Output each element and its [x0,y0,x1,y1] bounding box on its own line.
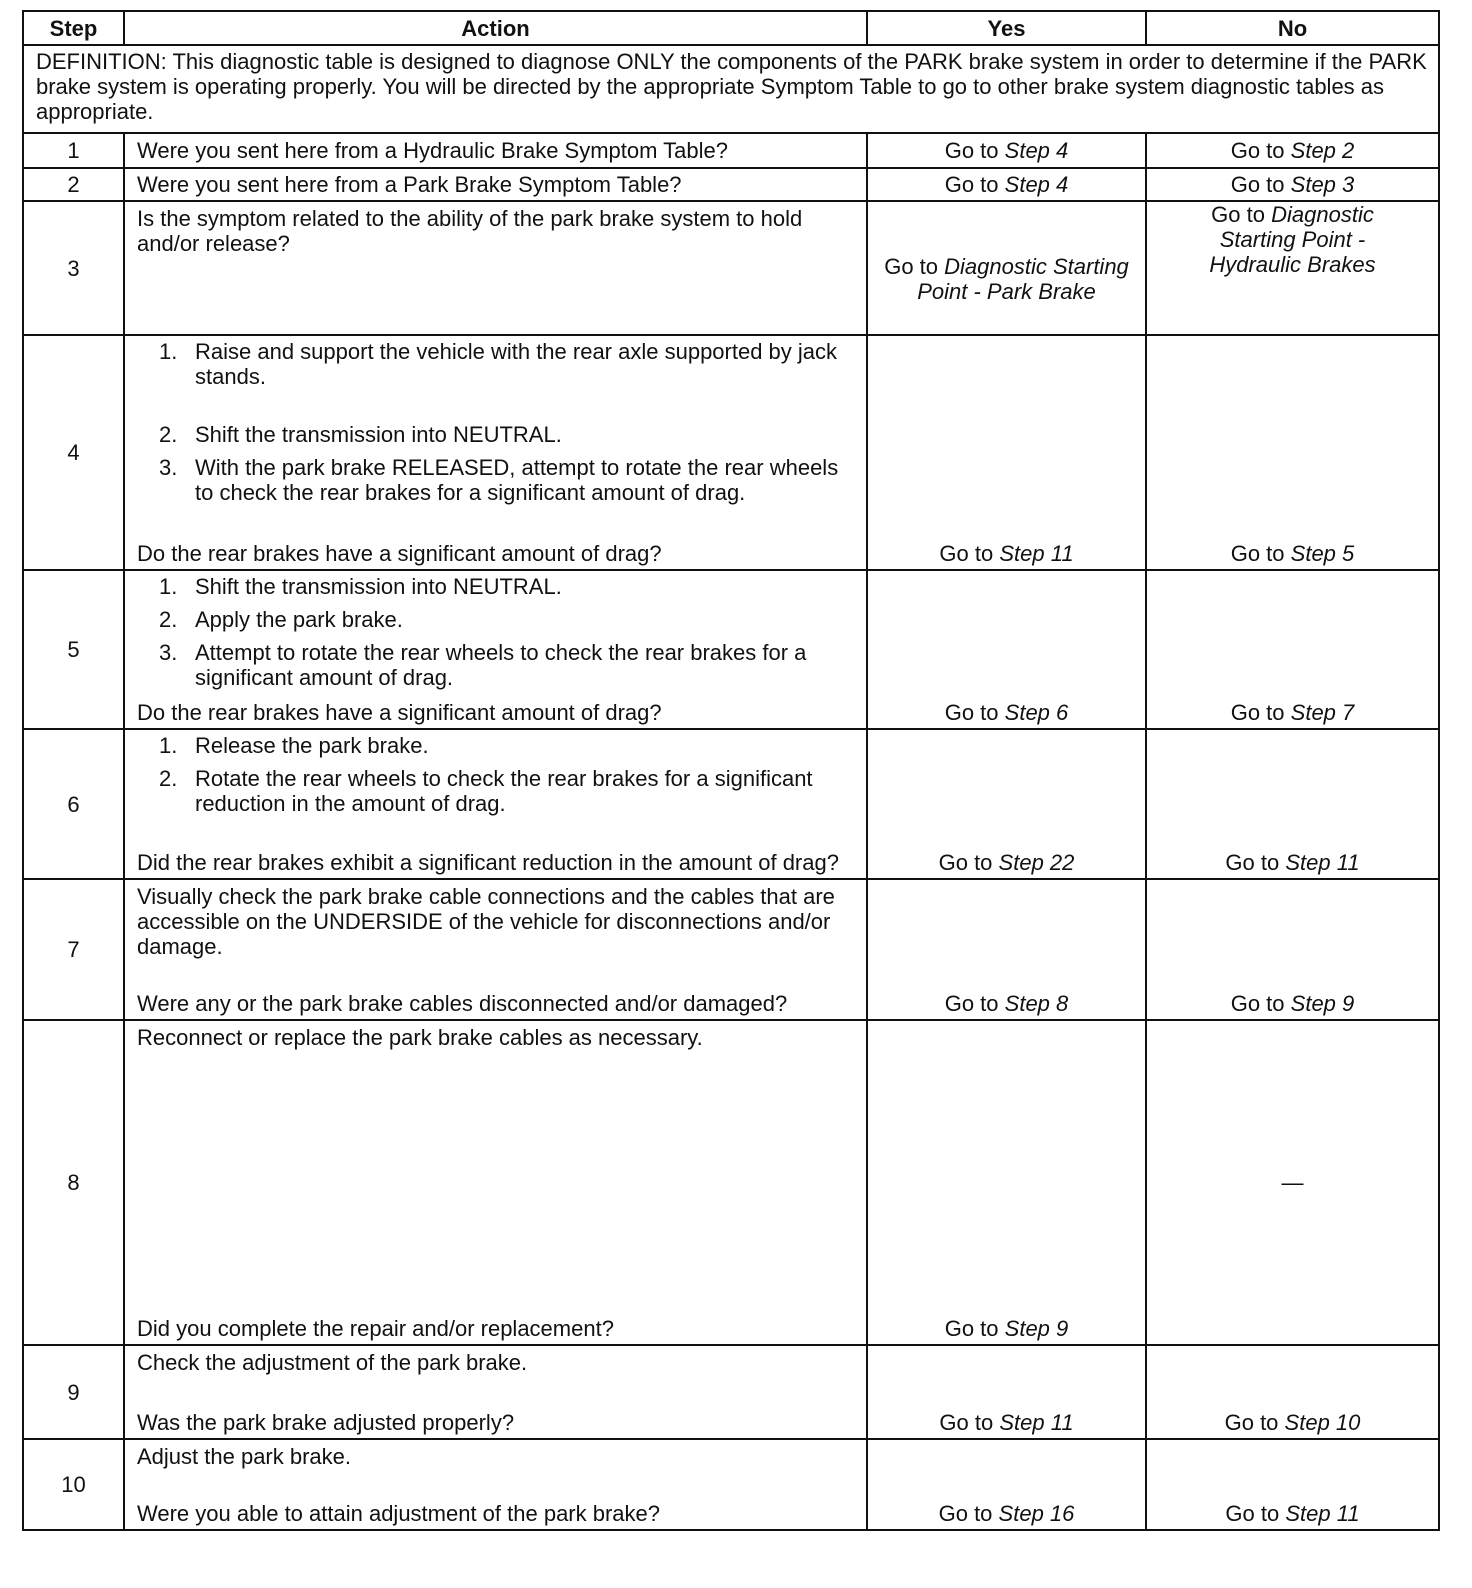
list-item: 2. Shift the transmission into NEUTRAL. [159,422,562,447]
go-to-label: Go to [1230,138,1285,163]
step-number: 10 [23,1439,124,1530]
list-item: 1. Shift the transmission into NEUTRAL. [159,574,562,599]
no-target: Step 11 [1285,1501,1360,1526]
instruction-text: Raise and support the vehicle with the rear axle supported by jack stands. [195,339,838,389]
yes-target: Step 11 [999,541,1074,566]
table-row [23,879,1439,1020]
list-item: 3. With the park brake RELEASED, attempt to rotate the rear wheels to check the rear brakes for a significant amount of drag. [159,455,839,505]
action-cell [124,879,867,1020]
step-number: 9 [23,1345,124,1439]
yes-target: Step 6 [1004,700,1069,725]
action-cell [124,201,867,335]
go-to-label: Go to [944,172,999,197]
no-cell [1146,570,1439,729]
step-number: 5 [23,570,124,729]
instruction-text: Rotate the rear wheels to check the rear brakes for a significant reduction in the amount of drag. [195,766,813,816]
no-target: Step 2 [1290,138,1355,163]
table-row [23,729,1439,879]
question-text: Did the rear brakes exhibit a significant reduction in the amount of drag? [137,850,839,875]
question-text: Were any or the park brake cables disconnected and/or damaged? [137,991,788,1016]
list-item: 1. Raise and support the vehicle with the rear axle supported by jack stands. [159,339,838,389]
no-cell [1146,1020,1439,1345]
step-number: 2 [23,168,124,201]
question-text: Did you complete the repair and/or replacement? [137,1316,614,1341]
no-target: — [1281,1170,1304,1195]
yes-cell [867,879,1146,1020]
instruction-text: Release the park brake. [195,733,429,758]
yes-cell [867,168,1146,201]
action-cell [124,1345,867,1439]
header-step: Step [23,11,124,45]
go-to-label: Go to [939,1410,994,1435]
go-to-label: Go to [1225,1501,1280,1526]
yes-cell [867,201,1146,335]
header-row [23,11,1439,45]
no-target: Step 7 [1290,700,1355,725]
instruction-text: With the park brake RELEASED, attempt to rotate the rear wheels to check the rear brakes for a significant amount of drag. [195,455,839,505]
go-to-label: Go to [939,541,994,566]
no-target: Step 3 [1290,172,1355,197]
table-row [23,335,1439,570]
go-to-label: Go to [1230,172,1285,197]
table-row [23,1020,1439,1345]
list-item: 3. Attempt to rotate the rear wheels to check the rear brakes for a significant amount of drag. [159,640,807,690]
table-row [23,133,1439,168]
action-cell [124,335,867,570]
action-cell [124,1439,867,1530]
table-row [23,570,1439,729]
question-text: Were you sent here from a Park Brake Symptom Table? [137,171,682,197]
go-to-label: Go to [884,254,939,279]
no-target: Step 10 [1284,1410,1361,1435]
no-cell [1146,335,1439,570]
yes-cell [867,1020,1146,1345]
step-number: 4 [23,335,124,570]
instruction-text: Shift the transmission into NEUTRAL. [195,422,562,447]
go-to-label: Go to [1230,991,1285,1016]
instruction-text: Adjust the park brake. [137,1444,352,1469]
instruction-text: Visually check the park brake cable connections and the cables that are accessible on the UNDERSIDE of the vehicle for disconnections and/or damage. [137,884,835,959]
go-to-label: Go to [944,1316,999,1341]
question-text: Do the rear brakes have a significant amount of drag? [137,541,662,566]
yes-target: Step 4 [1004,172,1069,197]
instruction-text: Apply the park brake. [195,607,403,632]
table-row [23,1439,1439,1530]
instruction-list [137,574,858,690]
go-to-label: Go to [1211,202,1265,227]
list-item: 2. Rotate the rear wheels to check the rear brakes for a significant reduction in the amount of drag. [159,766,813,816]
no-cell [1146,133,1439,168]
yes-target: Step 4 [1004,138,1069,163]
go-to-label: Go to [938,850,993,875]
no-target: Step 9 [1290,991,1355,1016]
yes-cell [867,1345,1146,1439]
yes-target: Diagnostic Starting Point - Park Brake [917,254,1129,304]
step-number: 8 [23,1020,124,1345]
question-text: Were you able to attain adjustment of the park brake? [137,1501,661,1526]
yes-cell [867,729,1146,879]
go-to-label: Go to [1230,541,1285,566]
go-to-label: Go to [938,1501,993,1526]
no-target: Step 11 [1285,850,1360,875]
yes-target: Step 11 [999,1410,1074,1435]
instruction-list [137,733,858,816]
instruction-text: Reconnect or replace the park brake cables as necessary. [137,1025,703,1050]
table-row [23,1345,1439,1439]
definition-cell [23,45,1439,133]
go-to-label: Go to [944,138,999,163]
yes-cell [867,570,1146,729]
no-cell [1146,729,1439,879]
go-to-label: Go to [1224,1410,1279,1435]
go-to-label: Go to [944,991,999,1016]
list-item: 2. Apply the park brake. [159,607,403,632]
yes-target: Step 22 [998,850,1075,875]
table-row [23,168,1439,201]
question-text: Was the park brake adjusted properly? [137,1410,515,1435]
no-cell [1146,168,1439,201]
definition-text: DEFINITION: This diagnostic table is designed to diagnose ONLY the components of the PARK brake system in order to determine if the PARK brake system is operating properly. You will be directed by the appropriate Symptom Table to go to other brake system diagnostic tables as appropriate. [36,49,1427,124]
go-to-label: Go to [1230,700,1285,725]
instruction-text: Shift the transmission into NEUTRAL. [195,574,562,599]
no-cell [1146,201,1439,335]
yes-cell [867,1439,1146,1530]
step-number: 6 [23,729,124,879]
step-number: 1 [23,133,124,168]
action-cell [124,1020,867,1345]
no-cell [1146,879,1439,1020]
instruction-list [137,339,858,505]
question-text: Do the rear brakes have a significant amount of drag? [137,700,662,725]
no-cell [1146,1345,1439,1439]
action-cell [124,133,867,168]
no-target: Step 5 [1290,541,1355,566]
go-to-label: Go to [1225,850,1280,875]
yes-target: Step 16 [998,1501,1075,1526]
yes-cell [867,133,1146,168]
no-cell [1146,1439,1439,1530]
question-text: Were you sent here from a Hydraulic Brake Symptom Table? [137,137,729,163]
header-yes: Yes [867,11,1146,45]
yes-cell [867,335,1146,570]
definition-row [23,45,1439,133]
step-number: 7 [23,879,124,1020]
action-cell [124,168,867,201]
header-action: Action [124,11,867,45]
instruction-text: Check the adjustment of the park brake. [137,1350,528,1375]
go-to-label: Go to [944,700,999,725]
action-cell [124,729,867,879]
header-no: No [1146,11,1439,45]
yes-target: Step 8 [1004,991,1069,1016]
question-text: Is the symptom related to the ability of the park brake system to hold and/or release? [137,206,803,256]
no-target: Diagnostic Starting Point - Hydraulic Brakes [1209,202,1376,277]
table-row [23,201,1439,335]
yes-target: Step 9 [1004,1316,1069,1341]
instruction-text: Attempt to rotate the rear wheels to check the rear brakes for a significant amount of drag. [195,640,807,690]
diagnostic-table [22,10,1440,1531]
list-item: 1. Release the park brake. [159,733,429,758]
step-number: 3 [23,201,124,335]
action-cell [124,570,867,729]
